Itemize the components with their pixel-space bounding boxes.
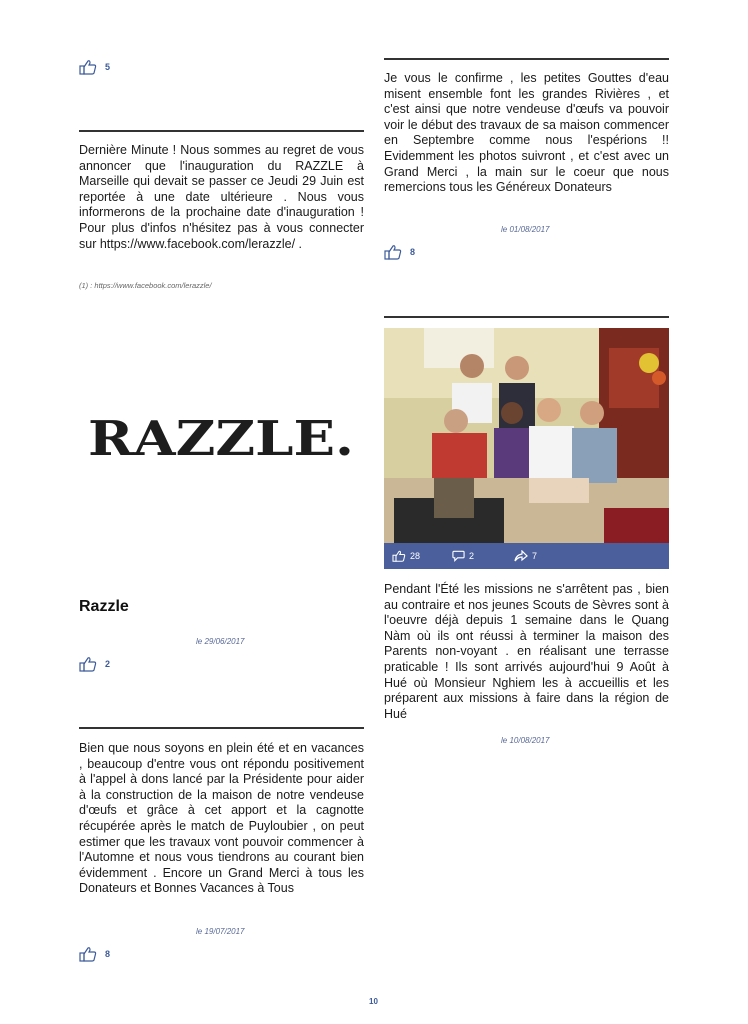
like-widget[interactable] <box>79 656 110 672</box>
like-count: 8 <box>410 247 416 257</box>
share-icon <box>514 550 528 562</box>
post-text: Bien que nous soyons en plein été et en vacances , beaucoup d'entre vous ont répondu positivement à l'appel à dons lancé par la Présidente pour aider à la construction de la maison de notre vendeuse d'œufs et grâce à cet apport et la cagnotte récupérée après le match de Puyloubier , on peut estimer que les travaux vont pouvoir commencer à l'Automne et nous vous tiendrons au courant bien évidemment . Encore un Grand Merci à tous les Donateurs et Bonnes Vacances à Tous <box>79 741 364 896</box>
group-photo-image <box>384 328 669 543</box>
post-date: le 01/08/2017 <box>501 225 550 234</box>
group-photo[interactable] <box>384 328 669 543</box>
post-text: Je vous le confirme , les petites Gouttes d'eau misent ensemble font les grandes Rivières , et c'est ainsi que notre vendeuse d'œufs va pouvoir voir le début des travaux de sa maison commencer en Septembre comme nous l'espérions !! Evidemment les photos suivront , et c'est avec un Grand Merci , la main sur le coeur que nous remercions tous les Généreux Donateurs <box>384 71 669 195</box>
photo-shares[interactable] <box>514 550 537 562</box>
comment-icon <box>452 550 465 562</box>
razzle-logo-text: RAZZLE. <box>88 411 354 467</box>
thumbs-up-icon <box>79 946 97 962</box>
divider <box>79 130 364 132</box>
razzle-logo <box>86 405 358 467</box>
post-date: le 19/07/2017 <box>196 927 245 936</box>
like-count: 2 <box>105 659 111 669</box>
photo-likes[interactable] <box>392 550 420 562</box>
post-date: le 10/08/2017 <box>501 736 550 745</box>
like-count: 5 <box>105 62 111 72</box>
like-widget[interactable] <box>384 244 415 260</box>
photo-comments[interactable] <box>452 550 474 562</box>
like-widget[interactable] <box>79 59 110 75</box>
like-widget[interactable] <box>79 946 110 962</box>
photo-likes-count: 28 <box>410 551 421 561</box>
post-text: Pendant l'Été les missions ne s'arrêtent pas , bien au contraire et nos jeunes Scouts de Sèvres sont à l'oeuvre déjà depuis 1 semaine dans le Quang Nàm où ils ont réussi à terminer la maison des Parents non-voyant . en réalisant une terrasse praticable ! Ils sont arrivés aujourd'hui 9 Août à Hué où Monsieur Nghiem les à accueillis et les préparent aux missions à faire dans la région de Hué <box>384 582 669 721</box>
photo-comments-count: 2 <box>469 551 475 561</box>
thumbs-up-icon <box>392 550 406 562</box>
thumbs-up-icon <box>384 244 402 260</box>
photo-shares-count: 7 <box>532 551 538 561</box>
post-title: Razzle <box>79 598 129 615</box>
divider <box>384 316 669 318</box>
photo-stats-bar <box>384 543 669 569</box>
post-date: le 29/06/2017 <box>196 637 245 646</box>
divider <box>79 727 364 729</box>
thumbs-up-icon <box>79 59 97 75</box>
post-text: Dernière Minute ! Nous sommes au regret de vous annoncer que l'inauguration du RAZZLE à Marseille qui devait se passer ce Jeudi 29 Juin est reportée à une date ultérieure . Nous vous informerons de la prochaine date d'inauguration ! Pour plus d'infos n'hésitez pas à vous connecter sur https://www.facebook.com/lerazzle/ . <box>79 143 364 251</box>
page-number: 10 <box>369 997 378 1006</box>
thumbs-up-icon <box>79 656 97 672</box>
divider <box>384 58 669 60</box>
like-count: 8 <box>105 949 111 959</box>
source-note: (1) : https://www.facebook.com/lerazzle/ <box>79 281 212 290</box>
